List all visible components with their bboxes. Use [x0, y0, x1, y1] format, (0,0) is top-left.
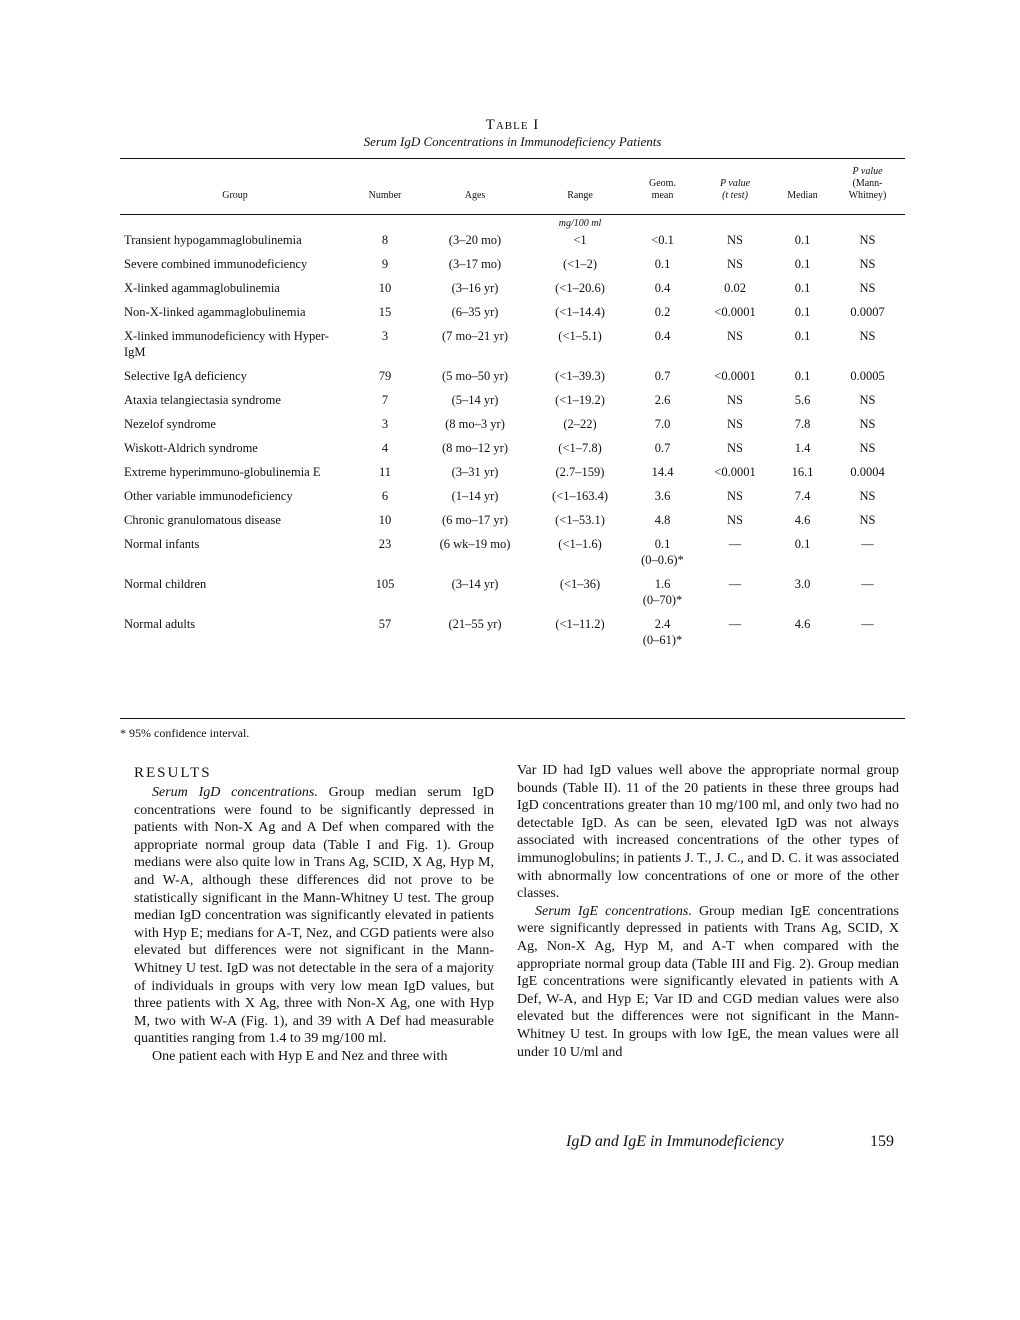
cell-ages: (3–31 yr) — [451, 465, 499, 479]
cell-geom-mean — [630, 328, 695, 368]
cell-median: 4.6 — [794, 617, 811, 631]
igd-paragraph — [134, 784, 494, 1048]
cell-ages: (6 mo–17 yr) — [442, 513, 508, 527]
cell-median: 4.6 — [794, 513, 811, 527]
table-row — [120, 280, 905, 304]
text-column-right — [517, 762, 899, 1061]
running-head: IgD and IgE in Immunodeficiency — [566, 1133, 784, 1150]
cell-geom-mean — [630, 232, 695, 256]
cell-p-t: NS — [727, 489, 743, 503]
cell-number: 4 — [381, 441, 389, 455]
cell-geom-mean — [630, 256, 695, 280]
cell-number: 15 — [378, 305, 392, 319]
table-row — [120, 536, 905, 576]
text-column-left — [134, 762, 494, 1066]
table-row — [120, 416, 905, 440]
table-row — [120, 440, 905, 464]
cell-geom-mean — [630, 576, 695, 616]
cell-ages: (8 mo–3 yr) — [445, 417, 505, 431]
page-number: 159 — [870, 1133, 894, 1150]
cell-geom-mean — [630, 304, 695, 328]
cell-number: 57 — [378, 617, 392, 631]
cell-median: 0.1 — [794, 257, 811, 271]
cell-p-t: NS — [727, 441, 743, 455]
cell-p-mw: NS — [859, 233, 876, 247]
table-row — [120, 392, 905, 416]
cell-number: 23 — [378, 537, 392, 551]
geom-mean-value: 7.0 — [654, 417, 671, 431]
cell-ages: (21–55 yr) — [448, 617, 502, 631]
geom-mean-value: 0.2 — [654, 305, 671, 319]
cell-p-mw: 0.0004 — [850, 465, 885, 479]
header-geom-mean — [630, 160, 695, 210]
table-row — [120, 576, 905, 616]
cell-p-mw: — — [861, 617, 874, 631]
ige-runin-heading: Serum IgE concentrations. — [535, 903, 692, 919]
cell-group: Non-X-linked agammaglobulinemia — [124, 305, 306, 319]
cell-median: 0.1 — [794, 233, 811, 247]
cell-number: 10 — [378, 281, 392, 295]
cell-p-t: <0.0001 — [714, 369, 756, 383]
geom-mean-value: 0.4 — [654, 281, 671, 295]
cell-range: (<1–14.4) — [555, 305, 605, 319]
confidence-interval: (0–70)* — [642, 593, 683, 607]
cell-number: 9 — [381, 257, 389, 271]
cell-range: (2.7–159) — [555, 465, 605, 479]
table-number: Table I — [485, 117, 540, 133]
cell-median: 5.6 — [794, 393, 811, 407]
cell-p-t: NS — [727, 257, 743, 271]
cell-median: 7.8 — [794, 417, 811, 431]
cell-ages: (1–14 yr) — [451, 489, 499, 503]
header-median: Median — [787, 190, 818, 201]
header-pvalue-t — [695, 160, 775, 210]
geom-mean-value: 2.6 — [654, 393, 671, 407]
cell-geom-mean — [630, 368, 695, 392]
geom-mean-value: 0.7 — [654, 441, 671, 455]
geom-mean-value: 0.7 — [654, 369, 671, 383]
cell-group: Transient hypogammaglobulinemia — [124, 233, 302, 247]
cell-group: Normal infants — [124, 537, 200, 551]
cell-median: 16.1 — [791, 465, 814, 479]
table-row — [120, 368, 905, 392]
geom-mean-value: 0.1 — [654, 537, 671, 551]
cell-range: (<1–39.3) — [555, 369, 605, 383]
cell-group: X-linked agammaglobulinemia — [124, 281, 280, 295]
cell-range: (<1–5.1) — [558, 329, 602, 343]
geom-mean-value: 0.1 — [654, 257, 671, 271]
cell-p-t: NS — [727, 329, 743, 343]
header-ages: Ages — [464, 190, 486, 201]
cell-geom-mean — [630, 488, 695, 512]
geom-mean-value: 3.6 — [654, 489, 671, 503]
cell-range: (<1–1.6) — [558, 537, 602, 551]
cell-group: Selective IgA deficiency — [124, 369, 247, 383]
igd-paragraph-2: One patient each with Hyp E and Nez and three with — [152, 1048, 448, 1064]
cell-range: (<1–19.2) — [555, 393, 605, 407]
cell-geom-mean — [630, 512, 695, 536]
cell-number: 7 — [381, 393, 389, 407]
cell-p-t: NS — [727, 233, 743, 247]
cell-median: 3.0 — [794, 577, 811, 591]
cell-range: (<1–11.2) — [555, 617, 605, 631]
cell-group: X-linked immunodeficiency with Hyper-IgM — [124, 329, 329, 359]
table-row — [120, 232, 905, 256]
cell-group: Nezelof syndrome — [124, 417, 216, 431]
cell-p-mw: NS — [859, 489, 876, 503]
cell-p-mw: — — [861, 537, 874, 551]
cell-number: 3 — [381, 329, 389, 343]
geom-mean-value: 4.8 — [654, 513, 671, 527]
cell-geom-mean — [630, 464, 695, 488]
header-pvalue-t-line1: P value — [719, 178, 751, 189]
cell-range: (<1–20.6) — [555, 281, 605, 295]
cell-group: Extreme hyperimmuno-globulinemia E — [124, 465, 321, 479]
ige-paragraph — [517, 903, 899, 1061]
geom-mean-value: 14.4 — [651, 465, 674, 479]
table-top-rule — [120, 158, 905, 159]
cell-p-mw: NS — [859, 513, 876, 527]
cell-ages: (6–35 yr) — [451, 305, 499, 319]
cell-p-mw: 0.0005 — [850, 369, 885, 383]
geom-mean-value: 0.4 — [654, 329, 671, 343]
cell-p-t: — — [728, 577, 742, 591]
table-row — [120, 256, 905, 280]
cell-p-t: — — [728, 617, 742, 631]
cell-p-t: — — [728, 537, 742, 551]
cell-number: 8 — [381, 233, 389, 247]
cell-p-mw: NS — [859, 281, 876, 295]
header-pvalue-mw — [830, 160, 905, 210]
cell-p-t: <0.0001 — [714, 465, 756, 479]
cell-p-mw: NS — [859, 329, 876, 343]
units-row — [120, 210, 905, 232]
cell-p-t: 0.02 — [724, 281, 746, 295]
table-row — [120, 488, 905, 512]
cell-p-mw: NS — [859, 441, 876, 455]
cell-p-t: NS — [727, 417, 743, 431]
table-title: Serum IgD Concentrations in Immunodeficiency Patients — [363, 134, 662, 149]
igd-paragraph-text: Group median serum IgD concentrations were found to be significantly depressed in patients with Non-X Ag and A Def when compared with the appropriate normal group data (Table I and Fig. 1). Group medians were also quite low in Trans Ag, SCID, X Ag, Hyp M, and W-A, although these differences did not prove to be statistically significant in the Mann-Whitney U test. The group median IgD concentration was significantly elevated in patients with Hyp E; medians for A-T, Nez, and CGD patients were also elevated but differences were not significant in the Mann-Whitney U test. IgD was not detectable in the sera of a majority of individuals in groups with very low mean IgD values, but three patients with X Ag, three with Non-X Ag, one with Hyp M, two with W-A (Fig. 1), and 39 with A Def had measurable quantities ranging from 1.4 to 39 mg/100 ml. — [134, 785, 494, 1047]
cell-p-t: <0.0001 — [714, 305, 756, 319]
cell-range: (<1–2) — [562, 257, 598, 271]
confidence-interval: (0–61)* — [642, 633, 683, 647]
cell-range: (<1–7.8) — [558, 441, 602, 455]
cell-median: 0.1 — [794, 369, 811, 383]
table-footnote: * 95% confidence interval. — [120, 726, 250, 740]
geom-mean-value: 1.6 — [654, 577, 671, 591]
confidence-interval: (0–0.6)* — [641, 553, 684, 567]
cell-geom-mean — [630, 392, 695, 416]
cell-ages: (3–16 yr) — [451, 281, 499, 295]
header-range: Range — [567, 190, 593, 201]
header-pvalue-mw-line1: P value — [852, 166, 883, 177]
ige-paragraph-text: Group median IgE concentrations were significantly depressed in patients with Trans Ag, SCID, X Ag, Non-X Ag, Hyp M, and A-T when compared with the appropriate normal group data (Table III and Fig. 2). Group median IgE concentrations were significantly elevated in patients with A Def, W-A, and Hyp E; Var ID and CGD median values were also elevated but the differences were not significant in the Mann-Whitney U test. In groups with low IgE, the mean values were all under 10 U/ml and — [517, 903, 899, 1060]
cell-median: 0.1 — [794, 329, 811, 343]
continued-paragraph: Var ID had IgD values well above the appropriate normal group bounds (Table II). 11 of the 20 patients in these three groups had IgD concentrations greater than 10 mg/100 ml, and only two had no detectable IgD. As can be seen, elevated IgD was not always associated with increased concentrations of the other types of immunoglobulins; in patients J. T., J. C., and D. C. it was associated with abnormally low concentrations of one or more of the other classes. — [517, 763, 899, 902]
results-heading: RESULTS — [134, 765, 212, 781]
geom-mean-value: 2.4 — [654, 617, 671, 631]
cell-geom-mean — [630, 280, 695, 304]
cell-number: 105 — [375, 577, 395, 591]
cell-number: 11 — [378, 465, 392, 479]
table-caption — [120, 116, 905, 150]
cell-ages: (5–14 yr) — [451, 393, 499, 407]
cell-p-mw: NS — [859, 417, 876, 431]
cell-group: Other variable immunodeficiency — [124, 489, 293, 503]
table-bottom-rule — [120, 718, 905, 719]
cell-geom-mean — [630, 440, 695, 464]
cell-p-t: NS — [727, 513, 743, 527]
table-row — [120, 616, 905, 656]
cell-ages: (3–20 mo) — [448, 233, 502, 247]
cell-median: 7.4 — [794, 489, 811, 503]
cell-number: 79 — [378, 369, 392, 383]
cell-median: 0.1 — [794, 281, 811, 295]
cell-ages: (3–14 yr) — [451, 577, 499, 591]
cell-group: Ataxia telangiectasia syndrome — [124, 393, 281, 407]
cell-range: (<1–163.4) — [552, 489, 608, 503]
header-geom-mean-line1: Geom. — [649, 178, 676, 189]
table-row — [120, 304, 905, 328]
cell-group: Normal children — [124, 577, 207, 591]
cell-range: (2–22) — [563, 417, 597, 431]
cell-median: 0.1 — [794, 305, 811, 319]
header-pvalue-mw-line3: Whitney) — [848, 190, 887, 201]
table-row — [120, 328, 905, 368]
cell-ages: (8 mo–12 yr) — [442, 441, 508, 455]
cell-p-mw: — — [861, 577, 874, 591]
cell-number: 10 — [378, 513, 392, 527]
cell-median: 0.1 — [794, 537, 811, 551]
header-pvalue-mw-line2: (Mann- — [852, 178, 883, 189]
header-number: Number — [368, 190, 402, 201]
cell-p-mw: NS — [859, 393, 876, 407]
table-row — [120, 512, 905, 536]
cell-geom-mean — [630, 416, 695, 440]
cell-geom-mean — [630, 536, 695, 576]
cell-range: <1 — [573, 233, 587, 247]
table-row — [120, 464, 905, 488]
table-header-row — [120, 160, 905, 210]
cell-number: 6 — [381, 489, 389, 503]
cell-p-mw: NS — [859, 257, 876, 271]
header-group: Group — [222, 190, 248, 201]
igd-table — [120, 160, 905, 656]
igd-runin-heading: Serum IgD concentrations. — [152, 785, 318, 800]
cell-ages: (5 mo–50 yr) — [442, 369, 508, 383]
cell-ages: (7 mo–21 yr) — [442, 329, 508, 343]
cell-ages: (3–17 mo) — [448, 257, 502, 271]
units-label: mg/100 ml — [558, 218, 602, 229]
cell-geom-mean — [630, 616, 695, 656]
cell-p-mw: 0.0007 — [850, 305, 885, 319]
cell-range: (<1–53.1) — [555, 513, 605, 527]
header-geom-mean-line2: mean — [651, 190, 674, 201]
cell-group: Severe combined immunodeficiency — [124, 257, 308, 271]
cell-group: Wiskott-Aldrich syndrome — [124, 441, 258, 455]
cell-group: Normal adults — [124, 617, 196, 631]
cell-p-t: NS — [727, 393, 743, 407]
cell-ages: (6 wk–19 mo) — [439, 537, 511, 551]
geom-mean-value: <0.1 — [651, 233, 674, 247]
header-pvalue-t-line2: (t test) — [722, 190, 748, 201]
cell-number: 3 — [381, 417, 389, 431]
cell-group: Chronic granulomatous disease — [124, 513, 281, 527]
cell-median: 1.4 — [794, 441, 811, 455]
cell-range: (<1–36) — [559, 577, 601, 591]
